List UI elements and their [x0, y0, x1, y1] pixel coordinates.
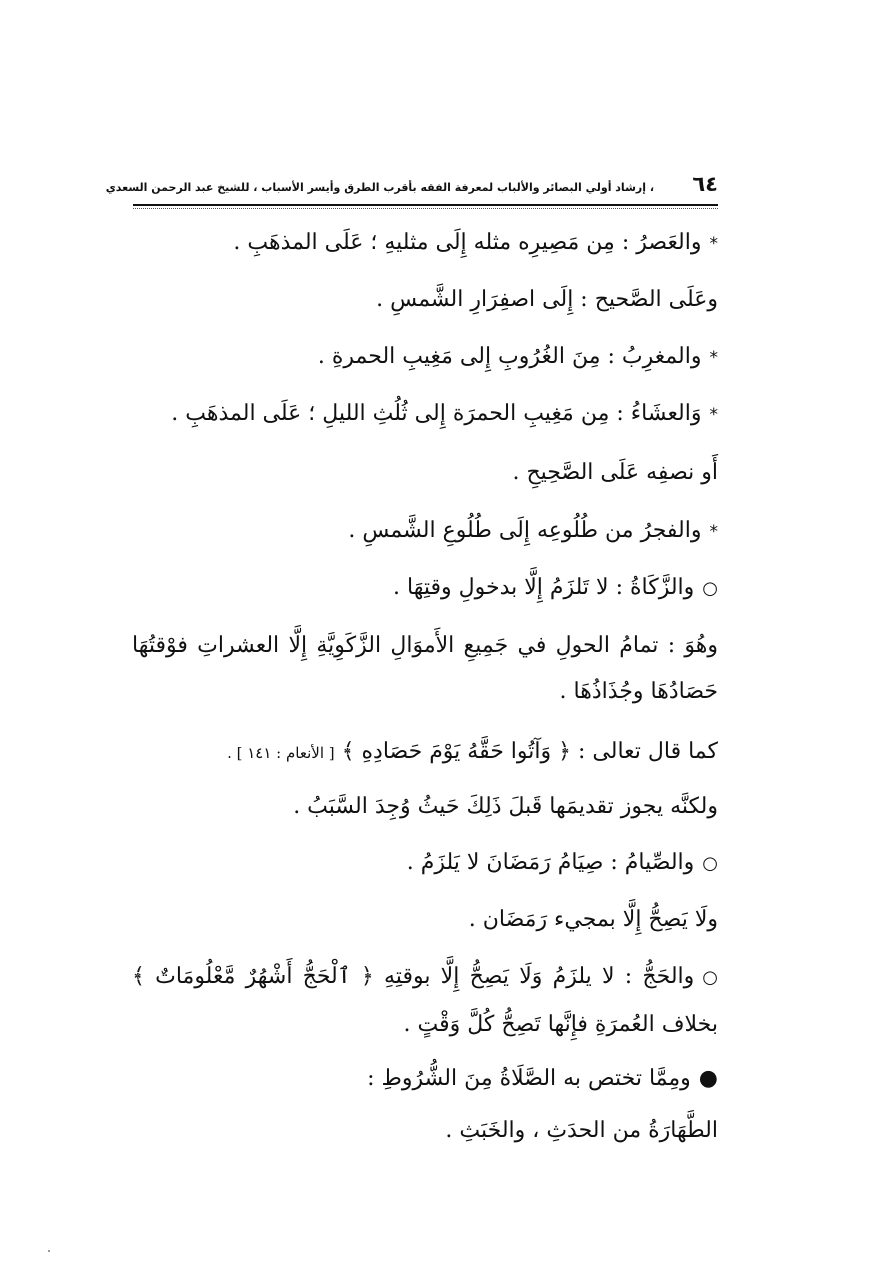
book-title: ، إرشاد أولي البصائر والألباب لمعرفة الفقه بأقرب الطرق وأيسر الأسباب ، للشيخ عبد الرحمن السعدي — [105, 181, 654, 194]
text-line-isha: *وَالعشَاءُ : مِن مَغِيبِ الحمرَة إِلى ثُلُثِ الليلِ ؛ عَلَى المذهَبِ . — [171, 401, 718, 426]
scan-speck — [48, 1250, 50, 1252]
running-header — [105, 172, 718, 202]
text-line-siyam-ramadan: ولَا يَصِحُّ إِلَّا بمجيء رَمَضَان . — [468, 907, 718, 932]
text-line-zakat-hawl: وهُوَ : تمامُ الحولِ في جَمِيعِ الأَموَالِ الزَّكَوِيَّةِ إِلَّا العشراتِ فوْقتُهَا — [132, 633, 718, 658]
text-line-siyam: ○والصِّيامُ : صِيَامُ رَمَضَانَ لا يَلزَمُ . — [406, 850, 718, 875]
star-bullet-icon: * — [709, 234, 718, 254]
text-line-umrah: بخلاف العُمرَةِ فإِنَّها تَصِحُّ كُلَّ وَقْتٍ . — [403, 1012, 718, 1037]
circle-bullet-icon: ○ — [702, 853, 718, 874]
star-bullet-icon: * — [709, 405, 718, 425]
page-number: ٦٤ — [692, 172, 718, 196]
text-line-asr-sahih: وعَلَى الصَّحيح : إِلَى اصفِرَارِ الشَّمسِ . — [376, 287, 718, 312]
text-line-zakat-advance: ولكنَّه يجوز تقديمَها قَبلَ ذَلِكَ حَيثُ وُجِدَ السَّبَبُ . — [293, 794, 718, 819]
text-line-hajj: ○والحَجُّ : لا يلزَمُ وَلَا يَصِحُّ إِلَّا بوقتِهِ ﴿ ٱلْحَجُّ أَشْهُرٌ مَّعْلُومَاتٌ ﴾ — [132, 964, 718, 989]
text-line-quran-citation: كما قال تعالى : ﴿ وَآتُوا حَقَّهُ يَوْمَ حَصَادِهِ ﴾ [ الأنعام : ١٤١ ] . — [227, 739, 718, 764]
circle-bullet-icon: ○ — [702, 967, 718, 988]
circle-bullet-icon: ○ — [702, 578, 718, 599]
text-line-maghrib: *والمغرِبُ : مِنَ الغُرُوبِ إِلى مَغِيبِ الحمرةِ . — [317, 344, 718, 369]
text-line-zakat: ○والزَّكَاةُ : لا تَلزَمُ إِلَّا بدخولِ وقتِهَا . — [393, 575, 718, 600]
filled-dot-bullet-icon: ● — [698, 1066, 718, 1091]
header-rule — [133, 204, 718, 206]
surah-reference: [ الأنعام : ١٤١ ] . — [227, 744, 335, 762]
text-line-taharah: الطَّهَارَةُ من الحدَثِ ، والخَبَثِ . — [445, 1118, 718, 1143]
text-line-salat-shurut: ●ومِمَّا تختص به الصَّلَاةُ مِنَ الشُّرُوطِ : — [367, 1066, 718, 1091]
text-line-asr: *والعَصرُ : مِن مَصِيرِه مثله إِلَى مثليهِ ؛ عَلَى المذهَبِ . — [233, 230, 718, 255]
star-bullet-icon: * — [709, 522, 718, 542]
text-line-zakat-harvest: حَصَادُهَا وجُذَاذُهَا . — [559, 679, 718, 704]
star-bullet-icon: * — [709, 348, 718, 368]
text-line-isha-sahih: أَو نصفِه عَلَى الصَّحِيحِ . — [512, 460, 718, 485]
header-dotted-rule — [133, 208, 718, 209]
text-line-fajr: *والفجرُ من طُلُوعِه إِلَى طُلُوعِ الشَّمسِ . — [348, 518, 718, 543]
